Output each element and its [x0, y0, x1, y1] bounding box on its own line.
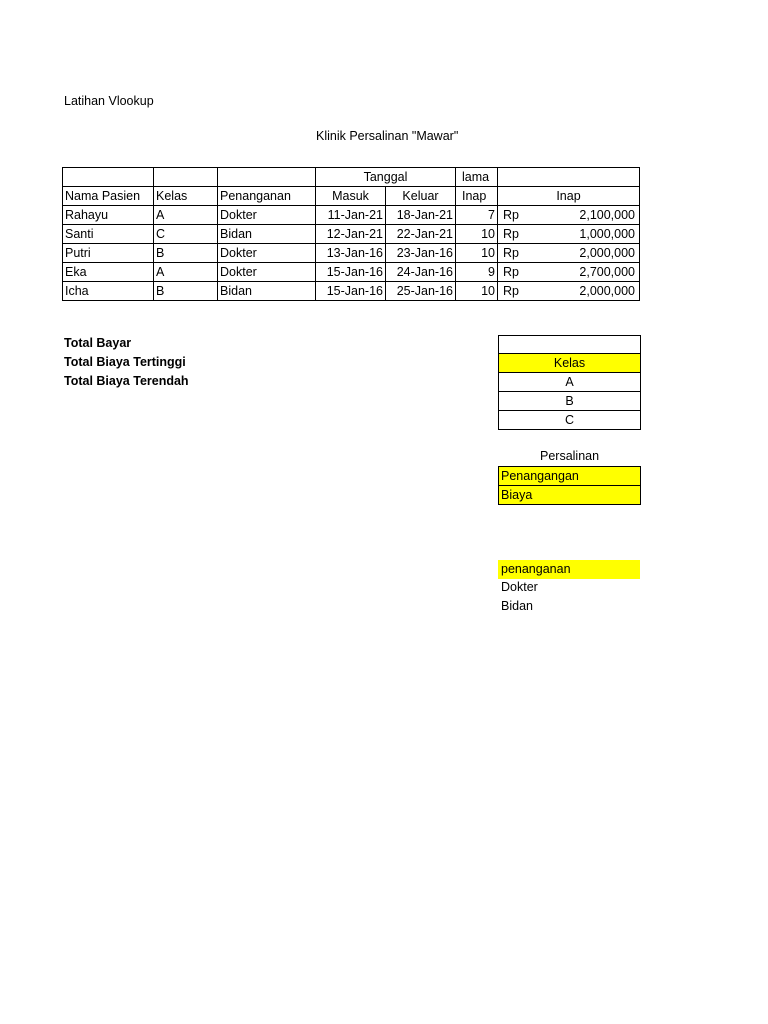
persalinan-row [499, 486, 641, 505]
header-masuk: Masuk [316, 187, 386, 206]
penangangan-cell: Penangangan [499, 467, 641, 486]
amount-value: 2,100,000 [579, 208, 635, 222]
cell-keluar: 24-Jan-16 [386, 263, 456, 282]
cell-nama: Santi [63, 225, 154, 244]
cell-penanganan: Dokter [218, 263, 316, 282]
cell-biaya [498, 244, 640, 263]
empty-cell [499, 336, 641, 354]
document-title: Latihan Vlookup [64, 94, 154, 108]
currency-label: Rp [503, 246, 519, 260]
cell-masuk: 15-Jan-16 [316, 282, 386, 301]
header-inap: Inap [498, 187, 640, 206]
header-inap-short: Inap [456, 187, 498, 206]
header-keluar: Keluar [386, 187, 456, 206]
cell-keluar: 23-Jan-16 [386, 244, 456, 263]
table-row [63, 263, 640, 282]
header-kelas: Kelas [154, 187, 218, 206]
cell-lama: 9 [456, 263, 498, 282]
cell-kelas: A [154, 206, 218, 225]
kelas-row [499, 373, 641, 392]
header-penanganan: Penanganan [218, 187, 316, 206]
cell-masuk: 13-Jan-16 [316, 244, 386, 263]
kelas-item: B [499, 392, 641, 411]
header-tanggal: Tanggal [316, 168, 456, 187]
header-empty-cell [498, 168, 640, 187]
persalinan-table [498, 466, 641, 505]
table-row [63, 206, 640, 225]
table-title: Klinik Persalinan "Mawar" [316, 129, 459, 143]
header-empty-cell [218, 168, 316, 187]
cell-keluar: 18-Jan-21 [386, 206, 456, 225]
cell-kelas: A [154, 263, 218, 282]
biaya-cell: Biaya [499, 486, 641, 505]
cell-nama: Icha [63, 282, 154, 301]
currency-label: Rp [503, 284, 519, 298]
kelas-row [499, 411, 641, 430]
persalinan-row [499, 467, 641, 486]
amount-value: 2,000,000 [579, 246, 635, 260]
cell-penanganan: Bidan [218, 282, 316, 301]
cell-kelas: B [154, 244, 218, 263]
cell-biaya [498, 282, 640, 301]
kelas-header-row [499, 354, 641, 373]
kelas-lookup-table [498, 335, 641, 430]
header-empty-cell [154, 168, 218, 187]
cell-lama: 10 [456, 244, 498, 263]
table-row [63, 225, 640, 244]
penanganan-list-item: Bidan [501, 599, 533, 613]
table-row [63, 282, 640, 301]
penanganan-list-item: Dokter [501, 580, 538, 594]
cell-lama: 10 [456, 282, 498, 301]
cell-keluar: 25-Jan-16 [386, 282, 456, 301]
cell-penanganan: Dokter [218, 244, 316, 263]
label-total-bayar: Total Bayar [64, 336, 132, 350]
cell-nama: Eka [63, 263, 154, 282]
kelas-header: Kelas [499, 354, 641, 373]
amount-value: 2,700,000 [579, 265, 635, 279]
table-header-row-2 [63, 187, 640, 206]
kelas-empty-row [499, 336, 641, 354]
cell-nama: Putri [63, 244, 154, 263]
currency-label: Rp [503, 265, 519, 279]
cell-kelas: B [154, 282, 218, 301]
cell-keluar: 22-Jan-21 [386, 225, 456, 244]
table-header-row-1 [63, 168, 640, 187]
kelas-item: C [499, 411, 641, 430]
amount-value: 2,000,000 [579, 284, 635, 298]
cell-masuk: 11-Jan-21 [316, 206, 386, 225]
currency-label: Rp [503, 227, 519, 241]
kelas-item: A [499, 373, 641, 392]
cell-penanganan: Dokter [218, 206, 316, 225]
label-total-biaya-terendah: Total Biaya Terendah [64, 374, 189, 388]
cell-kelas: C [154, 225, 218, 244]
cell-masuk: 15-Jan-16 [316, 263, 386, 282]
penanganan-list-header: penanganan [498, 560, 640, 579]
header-empty-cell [63, 168, 154, 187]
persalinan-label: Persalinan [540, 449, 600, 463]
header-lama: lama [456, 168, 498, 187]
kelas-row [499, 392, 641, 411]
header-nama-pasien: Nama Pasien [63, 187, 154, 206]
currency-label: Rp [503, 208, 519, 222]
table-row [63, 244, 640, 263]
cell-biaya [498, 225, 640, 244]
cell-penanganan: Bidan [218, 225, 316, 244]
cell-lama: 7 [456, 206, 498, 225]
label-total-biaya-tertinggi: Total Biaya Tertinggi [64, 355, 186, 369]
cell-biaya [498, 206, 640, 225]
cell-biaya [498, 263, 640, 282]
cell-masuk: 12-Jan-21 [316, 225, 386, 244]
cell-nama: Rahayu [63, 206, 154, 225]
cell-lama: 10 [456, 225, 498, 244]
patient-table [62, 167, 640, 301]
amount-value: 1,000,000 [579, 227, 635, 241]
